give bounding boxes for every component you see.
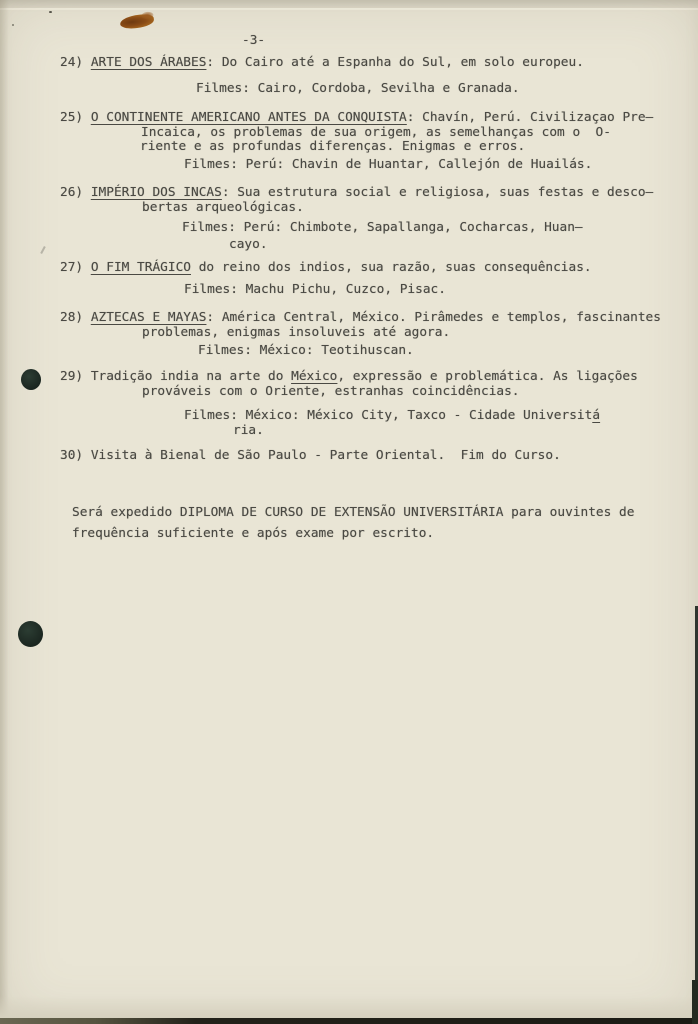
item-29-underlined-word: México bbox=[291, 369, 338, 384]
paper-edge-highlight bbox=[0, 8, 698, 10]
item-29-films-line: Filmes: México: México City, Taxco - Cidade Universitá bbox=[184, 408, 601, 423]
paper-speck bbox=[49, 11, 52, 13]
paper-scratch-mark bbox=[40, 246, 46, 254]
scan-edge-bottom bbox=[0, 1018, 698, 1024]
item-26-title: IMPÉRIO DOS INCAS bbox=[90, 185, 222, 200]
hole-punch-bottom bbox=[18, 621, 43, 647]
item-27-films-line: Filmes: Machu Pichu, Cuzco, Pisac. bbox=[184, 282, 446, 297]
item-25-films-line: Filmes: Perú: Chavin de Huantar, Callejón de Huailás. bbox=[184, 157, 593, 172]
scan-edge-right-corner bbox=[692, 980, 698, 1024]
item-29-films-continuation-line: ria. bbox=[233, 423, 264, 438]
paper-speck bbox=[12, 24, 14, 26]
item-29-continuation-line: prováveis com o Oriente, estranhas coincidências. bbox=[142, 384, 520, 399]
closing-note-line-2: frequência suficiente e após exame por escrito. bbox=[72, 526, 435, 541]
item-24-heading-line: 24) ARTE DOS ÁRABES: Do Cairo até a Espanha do Sul, em solo europeu. bbox=[60, 55, 584, 70]
hole-punch-top bbox=[21, 369, 41, 390]
item-24-title: ARTE DOS ÁRABES bbox=[90, 55, 207, 70]
item-30-line: 30) Visita à Bienal de São Paulo - Parte Oriental. Fim do Curso. bbox=[60, 448, 561, 463]
closing-note-line-1: Será expedido DIPLOMA DE CURSO DE EXTENSÃO UNIVERSITÁRIA para ouvintes de bbox=[72, 505, 635, 520]
item-28-continuation-line: problemas, enigmas insoluveis até agora. bbox=[142, 325, 451, 340]
item-28-heading-line: 28) AZTECAS E MAYAS: América Central, México. Pirâmedes e templos, fascinantes bbox=[60, 310, 661, 325]
item-24-films-line: Filmes: Cairo, Cordoba, Sevilha e Granada. bbox=[196, 81, 520, 96]
item-28-title: AZTECAS E MAYAS bbox=[90, 310, 207, 325]
item-25-heading-line: 25) O CONTINENTE AMERICANO ANTES DA CONQUISTA: Chavín, Perú. Civilizaçao Pre— bbox=[60, 110, 654, 125]
item-26-films-line: Filmes: Perú: Chimbote, Sapallanga, Cocharcas, Huan— bbox=[182, 220, 583, 235]
item-25-continuation-line: Incaica, os problemas de sua origem, as semelhanças com o O- bbox=[141, 125, 611, 140]
ink-smudge bbox=[119, 13, 154, 29]
page-number-text: -3- bbox=[242, 33, 266, 48]
item-25-continuation-line: riente e as profundas diferenças. Enigmas e erros. bbox=[140, 139, 526, 154]
scan-edge-left-shading bbox=[0, 0, 9, 1024]
scan-edge-top bbox=[0, 0, 698, 8]
scan-bottom-shading bbox=[0, 996, 698, 1018]
item-26-heading-line: 26) IMPÉRIO DOS INCAS: Sua estrutura social e religiosa, suas festas e desco— bbox=[60, 185, 654, 200]
item-26-continuation-line: bertas arqueológicas. bbox=[142, 200, 304, 215]
page-number bbox=[242, 33, 265, 49]
item-27-title: O FIM TRÁGICO bbox=[90, 260, 191, 275]
item-25-title: O CONTINENTE AMERICANO ANTES DA CONQUISTA bbox=[90, 110, 407, 125]
item-29-heading-line: 29) Tradição india na arte do México, expressão e problemática. As ligações bbox=[60, 369, 638, 384]
item-26-films-continuation-line: cayo. bbox=[229, 237, 268, 252]
item-27-heading-line: 27) O FIM TRÁGICO do reino dos indios, sua razão, suas consequências. bbox=[60, 260, 592, 275]
item-28-films-line: Filmes: México: Teotihuscan. bbox=[198, 343, 414, 358]
